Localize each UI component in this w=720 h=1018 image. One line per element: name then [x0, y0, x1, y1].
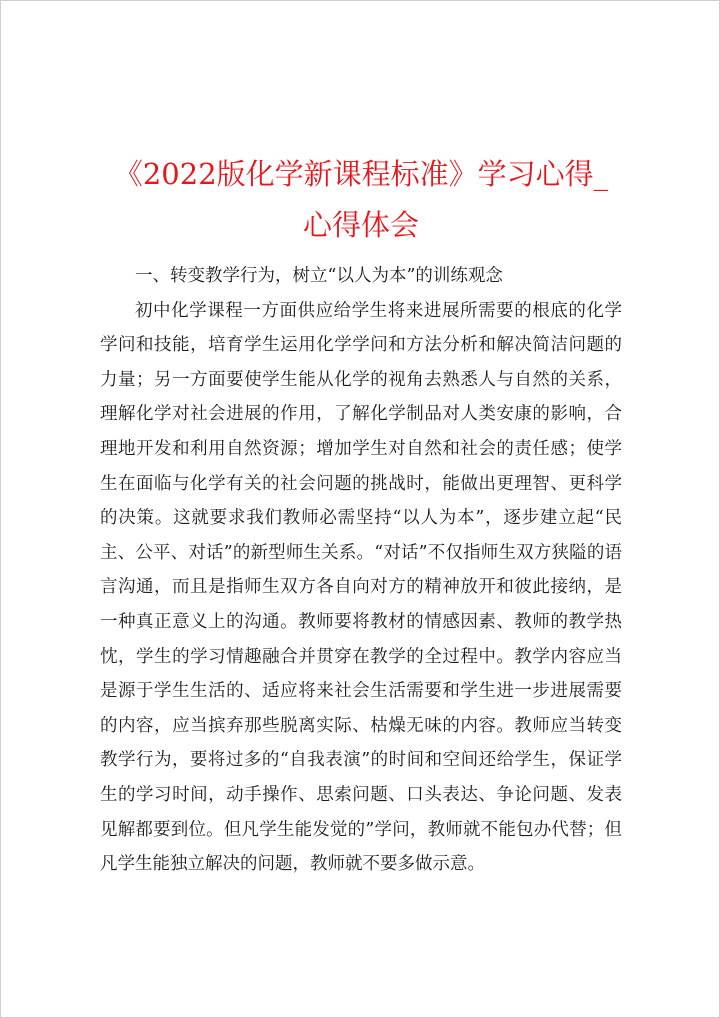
document-title: 《2022版化学新课程标准》学习心得_心得体会 — [113, 157, 609, 242]
document-body — [100, 259, 622, 882]
body-paragraph: 初中化学课程一方面供应给学生将来进展所需要的根底的化学学问和技能，培育学生运用化学学问和方法分析和解决简洁问题的力量；另一方面要使学生能从化学的视角去熟悉人与自然的关系，理解化学对社会进展的作用，了解化学制品对人类安康的影响，合理地开发和利用自然资源；增加学生对自然和社会的责任感；使学生在面临与化学有关的社会问题的挑战时，能做出更理智、更科学的决策。这就要求我们教师必需坚持“以人为本”，逐步建立起“民主、公平、对话”的新型师生关系。“对话”不仅指师生双方狭隘的语言沟通，而且是指师生双方各自向对方的精神放开和彼此接纳，是一种真正意义上的沟通。教师要将教材的情感因素、教师的教学热忱，学生的学习情趣融合并贯穿在教学的全过程中。教学内容应当是源于学生生活的、适应将来社会生活需要和学生进一步进展需要的内容，应当摈弃那些脱离实际、枯燥无味的内容。教师应当转变教学行为，要将过多的“自我表演”的时间和空间还给学生，保证学生的学习时间，动手操作、思索问题、口头表达、争论问题、发表见解都要到位。但凡学生能发觉的”学问，教师就不能包办代替；但凡学生能独立解决的问题，教师就不要多做示意。 — [100, 300, 622, 875]
section-heading: 一、转变教学行为，树立“以人为本”的训练观念 — [135, 266, 503, 286]
